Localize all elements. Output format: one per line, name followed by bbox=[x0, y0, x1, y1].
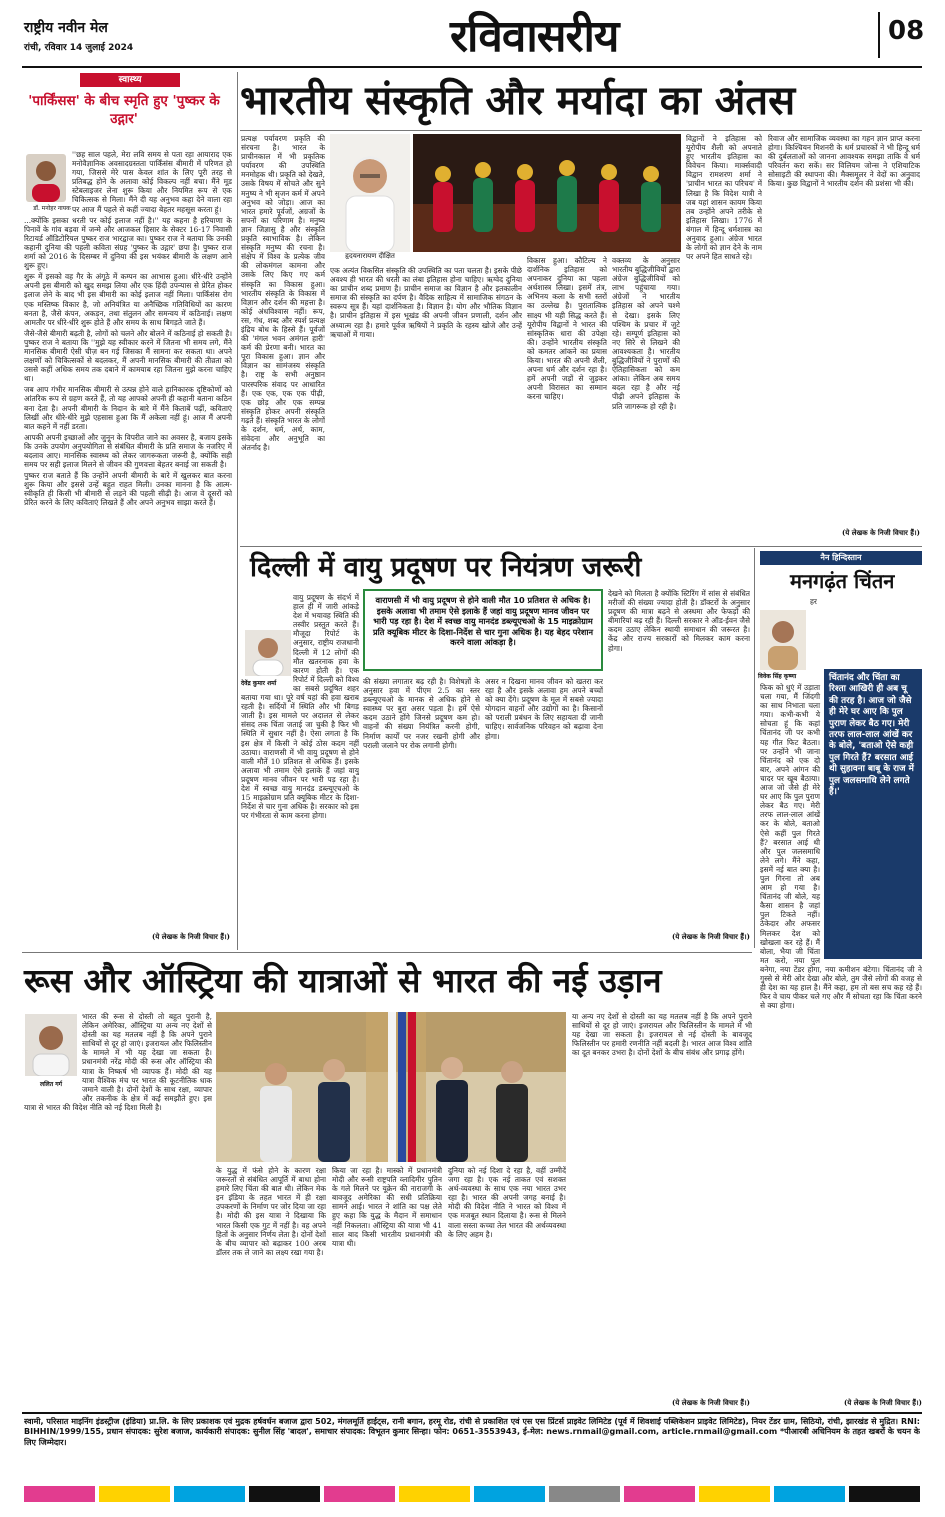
culture-dance-photo bbox=[413, 134, 681, 252]
column-tag bbox=[760, 551, 922, 565]
russia-footer: (ये लेखक के निजी विचार हैं।) bbox=[672, 1398, 750, 1407]
section-rule bbox=[240, 546, 922, 547]
russia-author-photo bbox=[25, 1014, 77, 1076]
culture-footer: (ये लेखक के निजी विचार हैं।) bbox=[842, 528, 920, 537]
health-paragraph: ''छह साल पहले, मेरा लवि समय से पता रहा आयाराद एक मनोवैज्ञानिक अवसादग्रस्तता पार्किंसंस बीमारी में परिणत हो गया, जिससे मेरे पास केवल शांत के लिए पूरी तरह से प्रतिबद्ध होने के अलावा कोई विकल्प नहीं बचा। मैंने मूड स्टेबलाइजर लेना शुरू किया और नियमित रूप से एक चिकित्सक से मिला। मैंने दी यह अनुभव कहा देने वाला रहा पर आज मैं पहले से कहीं ज्यादा बेहतर महसूस करता हूं। bbox=[72, 150, 232, 214]
color-swatch bbox=[99, 1486, 170, 1502]
color-swatch bbox=[174, 1486, 245, 1502]
column-pullquote bbox=[824, 669, 922, 959]
russia-body-c: किया जा रहा है। मास्को में प्रधानमंत्री मोदी और रूसी राष्ट्रपति व्लादिमीर पुतिन के गले मिलने पर यूक्रेन की नाराजगी के बावजूद अमेरिका की सधी प्रतिक्रिया सामने आई। भारत ने शांति का पक्ष लेते हुए कहा कि युद्ध के मैदान में समाधान नहीं निकलता। ऑस्ट्रिया की यात्रा भी 41 साल बाद किसी भारतीय प्रधानमंत्री की यात्रा थी। bbox=[332, 1166, 442, 1248]
health-category-label: स्वास्थ्य bbox=[118, 75, 142, 85]
russia-body-b: के युद्ध में फंसे होने के कारण रक्षा जरूरतों से संबंधित आपूर्ति में बाधा होना हमारे लिए चिंता की बात थी। लेकिन मेक इन इंडिया के तहत भारत में ही रक्षा उपकरणों के निर्माण पर जोर दिया जा रहा है। मोदी की इस यात्रा ने दिखाया कि भारत किसी एक गुट में नहीं है। वह अपने हितों के अनुसार निर्णय लेता है। दोनों देशों के बीच व्यापार को बढ़ाकर 100 अरब डॉलर तक ले जाने का लक्ष्य रखा गया है। bbox=[216, 1166, 326, 1257]
color-swatch bbox=[699, 1486, 770, 1502]
page-number: 08 bbox=[888, 16, 925, 46]
pollution-author: देवेंद्र कुमार शर्मा bbox=[241, 680, 277, 687]
health-footer: (ये लेखक के निजी विचार हैं।) bbox=[152, 932, 230, 941]
column-body bbox=[760, 597, 922, 1297]
section-rule bbox=[22, 952, 752, 953]
color-registration-bar bbox=[24, 1486, 920, 1502]
pollution-pullquote bbox=[363, 589, 603, 671]
column-paragraph: हर फिक को धुएं में उड़ाता चला गया, मैं जिंदगी का साथ निभाता चला गया। कभी-कभी ये सोचता हूं कि कहां चिंतानंद जी पर कभी यह गीत फिट बैठता। पर उन्होंने भी जाना चिंतानंद को एक दो बार, अपने आंगन की चादर पर खूब बैठाया। आज जो जैसे ही मेरे घर आए कि पुल पुराण लेकर बैठ गए। मेरी तरफ लाल-लाल आंखें कर के बोले, बताओ ऐसे कहीं पुल गिरते हैं? बरसात आई थी और पुल जलसमाधि लेने लगे। मैंने कहा, इसमें नई बात क्या है। पुल गिरना तो अब आम हो गया है। चिंतानंद जी बोले, यह कैसा शासन है जहां पुल टिकते नहीं। ठेकेदार और अफसर मिलकर देश को खोखला कर रहे हैं। मैं बोला, भैया जी चिंता मत करो, नया पुल बनेगा, नया टेंडर होगा, नया कमीशन बंटेगा। चिंतानंद जी ने गुस्से से मेरी ओर देखा और बोले, तुम जैसे लोगों की वजह से ही देश का यह हाल है। मैंने कहा, हम तो बस सच कह रहे हैं। फिर वे चाय पीकर चले गए और मैं सोचता रहा कि चिंता करने से क्या होगा। bbox=[760, 597, 922, 1011]
health-paragraph: जब आप गंभीर मानसिक बीमारी से उत्पन्न होने वाले हानिकारक दृष्टिकोणों को आंतरिक रूप से ग्रहण करते हैं, तो यह आपको अपनी ही कहानी बताना कठिन बना देता है। अपनी बीमारी के निदान के बारे में मैंने किताबें पढ़ीं, कविताएं लिखीं और धीरे-धीरे मुझे एहसास हुआ कि मैं अकेला नहीं हूं। आज मैं अपनी बात कहने में नहीं डरता। bbox=[24, 385, 232, 431]
culture-author-photo bbox=[330, 134, 410, 252]
column-footer: (ये लेखक के निजी विचार हैं।) bbox=[844, 1398, 922, 1407]
color-swatch bbox=[474, 1486, 545, 1502]
pollution-body-d: असर न दिखना मानव जीवन को खतरा कर रहा है और इसके अलावा हम अपने बच्चों को क्या देंगे। प्रदूषण के मूल में सबसे ज्यादा योगदान वाहनों और उद्योगों का है। किसानों को पराली प्रबंधन के लिए सहायता दी जानी चाहिए। सार्वजनिक परिवहन को बढ़ावा देना होगा। bbox=[485, 677, 603, 741]
pollution-body-e: देखने को मिलता है क्योंकि स्टिरिंग में सांस से संबंधित मरीजों की संख्या ज्यादा होती है। डॉक्टरों के अनुसार प्रदूषण की मात्रा बढ़ने से अस्थमा और फेफड़ों की बीमारियां बढ़ रही हैं। दिल्ली सरकार ने ऑड-ईवन जैसे कदम उठाए लेकिन स्थायी समाधान की जरूरत है। केंद्र और राज्य सरकारों को मिलकर काम करना होगा। bbox=[608, 589, 750, 653]
pollution-body-a bbox=[241, 593, 359, 943]
culture-body-right: विकास हुआ। कौटिल्य ने दार्शनिक इतिहास को अपनाकर दुनिया का पहला अर्थशास्त्र लिखा। इसमें तंत्र, अभिनय कला के सभी स्तरों का उल्लेख है। पुरातात्विक साक्ष्य भी यही सिद्ध करते हैं। यूरोपीय विद्वानों ने भारत की सांस्कृतिक धारा की उपेक्षा की। उन्होंने भारतीय संस्कृति को कमतर आंकने का प्रयास किया। भारत की अपनी शैली, अपना धर्म और दर्शन रहा है। हमें अपनी जड़ों से जुड़कर अपनी विरासत का सम्मान करना चाहिए। bbox=[527, 256, 607, 402]
color-swatch bbox=[624, 1486, 695, 1502]
pollution-pullquote-text: वाराणसी में भी वायु प्रदूषण से होने वाली मौत 10 प्रतिशत से अधिक है। इसके अलावा भी तमाम ऐसे इलाके हैं जहां वायु प्रदूषण मानव जीवन पर भारी पड़ रहा है। देश में स्वच्छ वायु मानदंड डब्ल्यूएचओ के 15 माइक्रोग्राम प्रति क्यूबिक मीटर के दिशा-निर्देश से चार गुना अधिक है। यह बेहद परेशान करने वाला आंकड़ा है। bbox=[372, 595, 594, 648]
culture-body-mid: एक अत्यंत विकसित संस्कृति की उपस्थिति का पता चलता है। इसके पीछे अवश्य ही भारत की धरती का लंबा इतिहास होना चाहिए। ऋग्वेद दुनिया का प्राचीन शब्द प्रमाण है। प्राचीन समाज का विज्ञान है और इतकालीन समाज की संस्कृति का दर्पण है। वैदिक साहित्य में सामाजिक संगठन के स्वरूप सूत्र हैं। यहां दार्शनिकता है। विज्ञान है। योग और भौतिक विज्ञान है। प्राचीन इतिहास में इस भूखंड की अपनी जीवन प्रणाली, दर्शन और अध्यात्म रहा है। हमारे पूर्वज ऋषियों ने प्रकृति के रहस्य खोजे और उन्हें ऋचाओं में गाया। bbox=[330, 266, 522, 339]
pollution-headline: दिल्ली में वायु प्रदूषण पर नियंत्रण जरूरी bbox=[250, 552, 642, 583]
masthead bbox=[0, 0, 945, 66]
imprint-text: स्वामी, परिसात माइनिंग इंडस्ट्रीज (इंडिया) प्रा.लि. के लिए प्रकाशक एवं मुद्रक हर्षवर्धन बजाज द्वारा 502, मंगलमूर्ति हाईट्स, रानी बगान, हरमू रोड, रांची से प्रकाशित एवं एस एस प्रिंटर्स प्राइवेट लिमिटेड (पूर्व में शिवशाई पब्लिकेशन प्राइवेट लिमिटेड), नियर टेंडर ग्राम, सिठियो, रांची, झारखंड से मुद्रित। RNI: BIHHIN/1999/155, प्रधान संपादक: सुरेश बजाज, कार्यकारी संपादक: सुनील सिंह 'बादल', समाचार संपादक: विभूतन कुमार सिन्हा। फोन: 0651-3553943, ई-मेल: news.rnmail@gmail.com, article.rnmail@gmail.com *पीआरबी अधिनियम के तहत खबरों के चयन के लिए जिम्मेदार। bbox=[24, 1417, 920, 1447]
column-tag-label: नैन हिन्दिस्तान bbox=[820, 553, 862, 562]
imprint-rule bbox=[22, 1412, 922, 1414]
culture-body-left: प्रत्यक्ष पर्यावरण प्रकृति की संरचना है। भारत के प्राचीनकाल में भी प्रकृतिक पर्यावरण की उपस्थिति मनमोहक थी। प्रकृति को देखते, उसके विषय में सोचते और सुने मनुष्य ने भी सृजन कर्म में अपने अनुभव को जोड़ा। आज का भारत हमारे पूर्वजों, अग्रजों के सपनों का परिणाम है। मनुष्य ज्ञान जिज्ञासु है और संस्कृति प्रकृति स्वाभाविक है। लेकिन संस्कृति मनुष्य की रचना है। संक्षेप में विश्व के प्रत्येक जीव की लोकमंगल कामना और उसके लिए किए गए कर्म संस्कृति का विकास हुआ। भारतीय संस्कृति के विकास में विज्ञान और दर्शन की महत्ता है। कोई अंधविश्वास नहीं। रूप, रस, गंध, शब्द और स्पर्श प्रत्यक्ष इंद्रिय बोध के हिस्से हैं। पूर्वजों की 'मंगल भवन अमंगल हारी' कर्म की प्रेरणा बनी। भारत का पूरा विकास हुआ। ज्ञान और विज्ञान का सामंजस्य संस्कृति है। राष्ट्र के सभी अनुष्ठान पारस्परिक संवाद पर आधारित हैं। एक एक, एक एक पीढ़ी, एक छोड़ और एक सम्पन्न संस्कृति होकर अपनी संस्कृति गढ़ते हैं। संस्कृति भारत के लोगों के दर्शन, धर्म, अर्थ, काम, संवेदना और अनुभूति का अंतर्नाद है। bbox=[241, 134, 325, 453]
russia-author: ललित गर्ग bbox=[40, 1081, 62, 1088]
paper-name: राष्ट्रीय नवीन मेल bbox=[24, 20, 108, 36]
column-author: विवेक सिंह कृष्णा bbox=[758, 673, 797, 680]
culture-headline-rule bbox=[240, 130, 922, 131]
color-swatch bbox=[324, 1486, 395, 1502]
health-author: डॉ. मनोहर नायक bbox=[33, 205, 71, 212]
column-headline: मनगढ़ंत चिंतन bbox=[790, 569, 895, 593]
color-swatch bbox=[849, 1486, 920, 1502]
health-headline: 'पार्किंसस' के बीच स्मृति हुए 'पुष्कर के उद्गार' bbox=[28, 93, 220, 127]
page-number-divider bbox=[878, 12, 880, 58]
health-paragraph: शुरू में इसको वह गैर के अंगूठे में कम्पन का आभास हुआ। धीरे-धीरे उन्होंने अपनी इस बीमारी को खुद समझ लिया और एक हिंदी उपन्यास से प्रेरित होकर इलाज लेने के बाद भी इस बीमारी का कोई इलाज नहीं मिला। पार्किंसंस रोग एक मस्तिष्क विकार है, जो अनियंत्रित या अनैच्छिक गतिविधियों का कारण बनता है, जैसे कंपन, अकड़न, तथा संतुलन और समन्वय में कठिनाई। लक्षण आमतौर पर धीरे-धीरे शुरू होते हैं और समय के साथ बिगड़ते जाते हैं। bbox=[24, 272, 232, 327]
column-pullquote-text: चिंतानंद और चिंता का रिश्ता आखिरी ही अब चू की तरह है। आज जो जैसे ही मेरे घर आए कि पुल पुराण लेकर बैठ गए। मेरी तरफ लाल-लाल आंखें कर के बोले, 'बताओ ऐसे कही पुल गिरते हैं? बरसात आई थी सुहावना बाबू के राज में पुल जलसमाधि लेने लगते हैं।' bbox=[829, 673, 914, 798]
culture-photo-caption: हृदयनारायण दीक्षित bbox=[345, 252, 395, 260]
russia-body-e: या अन्य नए देशों से दोस्ती का यह मतलब नहीं है कि अपने पुराने साथियों से दूर हो जाएं। इजरायल और फिलिस्तीन के मामले में भी यह देखा जा सकता है। इजरायल से नई दोस्ती के बावजूद फिलिस्तीन पर हमारी रणनीति नहीं बदली है। भारत आज विश्व शांति का दूत बनकर उभरा है। दोनों देशों के बीच संबंध और प्रगाढ़ होंगे। bbox=[572, 1012, 752, 1058]
health-paragraph: आपकी अपनी इच्छाओं और जुनून के विपरीत जाने का अवसर है, बजाय इसके कि उनके उपयोग अनुपयोगिता से संबंधित बीमारी के प्रति समाज के नजरिए में बदलाव आए। मानसिक स्वास्थ्य को लेकर जागरूकता जरूरी है, क्योंकि सही समय पर सही इलाज मिलने से जीवन की गुणवत्ता बेहतर बनाई जा सकती है। bbox=[24, 432, 232, 470]
culture-headline: भारतीय संस्कृति और मर्यादा का अंतस bbox=[240, 78, 796, 124]
color-swatch bbox=[249, 1486, 320, 1502]
color-swatch bbox=[24, 1486, 95, 1502]
column-rule bbox=[237, 72, 238, 950]
dateline: रांची, रविवार 14 जुलाई 2024 bbox=[24, 43, 134, 53]
culture-body-far: वक्तव्य के अनुसार भारतीय बुद्धिजीवियों द्वारा अंग्रेज बुद्धिजीवियों को लाभ पहुंचाया गया। अंग्रेजों ने भारतीय इतिहास को अपने चश्मे से देखा। इसके लिए पश्चिम के प्रचार में जुटे रहे। सम्पूर्ण इतिहास को नए सिरे से लिखने की आवश्यकता है। भारतीय बुद्धिजीवियों ने पुराणों की ऐतिहासिकता को कम आंका। लेकिन अब समय बदल रहा है और नई पीढ़ी अपने इतिहास के प्रति जागरूक हो रही है। bbox=[612, 256, 680, 411]
section-title: रविवासरीय bbox=[450, 11, 619, 62]
russia-paragraph: भारत की रूस से दोस्ती तो बहुत पुरानी है, लेकिन अमेरिका, ऑस्ट्रिया या अन्य नए देशों से दोस्ती का यह मतलब नहीं है कि अपने पुराने साथियों से दूर हो जाएं। इजरायल और फिलिस्तीन के मामले में भी यह देखा जा सकता है। प्रधानमंत्री नरेंद्र मोदी की रूस और ऑस्ट्रिया की यात्रा के निष्कर्ष भी व्यापक हैं। मोदी की यह यात्रा वैश्विक मंच पर भारत की कूटनीतिक धाक जमाने वाली है। दोनों देशों के साथ रक्षा, व्यापार और तकनीक के क्षेत्र में कई समझौते हुए। इस यात्रा से भारत की विदेश नीति को नई दिशा मिली है। bbox=[24, 1012, 212, 1112]
imprint bbox=[24, 1417, 920, 1469]
pollution-paragraph: वायु प्रदूषण के संदर्भ में हाल ही में जारी आंकड़े देश में भयावह स्थिति की तस्वीर प्रस्तुत करते हैं। मौजूदा रिपोर्ट के अनुसार, राष्ट्रीय राजधानी दिल्ली में 12 लोगों की मौत खतरनाक हवा के कारण होती है। एक रिपोर्ट में दिल्ली को विश्व का सबसे प्रदूषित शहर बताया गया था। पूरे वर्ष यहां की हवा खराब रहती है। सर्दियों में स्थिति और भी बिगड़ जाती है। इस मामले पर अदालत से लेकर संसद तक चिंता जताई जा चुकी है फिर भी स्थिति में सुधार नहीं है। bbox=[241, 593, 359, 739]
pollution-footer: (ये लेखक के निजी विचार हैं।) bbox=[672, 932, 750, 941]
color-swatch bbox=[774, 1486, 845, 1502]
color-swatch bbox=[399, 1486, 470, 1502]
culture-body-far3: रिवाज और सामाजिक व्यवस्था का गहन ज्ञान प्राप्त करना होगा। किश्चियन मिशनरी के धर्म प्रचारकों ने भी हिन्दू धर्म की दुर्बलताओं को जानना आवश्यक समझा ताकि वे धर्म परिवर्तन करा सकें। सर विलियम जोन्स ने एशियाटिक सोसाइटी की स्थापना की। मैक्समूलर ने वेदों का अनुवाद किया। कुछ विद्वानों ने भारतीय दर्शन की प्रशंसा भी की। bbox=[768, 134, 920, 189]
russia-summit-photo bbox=[216, 1012, 566, 1162]
pollution-body-c: की संख्या लगातार बढ़ रही है। विशेषज्ञों के अनुसार हवा में पीएम 2.5 का स्तर डब्ल्यूएचओ के मानक से अधिक होने से स्वास्थ्य पर बुरा असर पड़ता है। हमें ऐसे कदम उठाने होंगे जिनसे प्रदूषण कम हो। वाहनों की संख्या नियंत्रित करनी होगी, निर्माण कार्यों पर नजर रखनी होगी और पराली जलाने पर रोक लगानी होगी। bbox=[363, 677, 480, 750]
health-paragraph: पुष्कर राज बताते हैं कि उन्होंने अपनी बीमारी के बारे में खुलकर बात करना शुरू किया और इससे उन्हें बहुत राहत मिली। उनका मानना है कि आत्म-स्वीकृति ही किसी भी बीमारी से लड़ने की पहली सीढ़ी है। आज वे दूसरों को प्रेरित करने के लिए कविताएं लिखते हैं और अपने अनुभव साझा करते हैं। bbox=[24, 471, 232, 508]
russia-headline: रूस और ऑस्ट्रिया की यात्राओं से भारत की नई उड़ान bbox=[24, 961, 662, 1000]
column-rule bbox=[754, 548, 755, 948]
color-swatch bbox=[549, 1486, 620, 1502]
culture-body-far2: विद्वानों ने इतिहास को यूरोपीय शैली को अपनाते हुए भारतीय इतिहास का विवेचन किया। मार्क्सवादी विद्वान रामशरण शर्मा ने 'प्राचीन भारत का परिचय' में लिखा है कि विदेश यात्री ने जब यहां शासन कायम किया तब उन्होंने अपने तरीके से इतिहास लिखा। 1776 में बंगाल में हिन्दू धर्मशास्त्र का अनुवाद हुआ। अंग्रेज भारत के लोगों को ज्ञान देने के नाम पर अपने हित साधते रहे। bbox=[686, 134, 762, 262]
health-paragraph: जैसे-जैसे बीमारी बढ़ती है, लोगों को चलने और बोलने में कठिनाई हो सकती है। पुष्कर राज ने बताया कि ''मुझे यह स्वीकार करने में जितना भी समय लगे, मैंने मानसिक बीमारी ऐसी चीज़ बन गई जिसका मैं सामना कर सकता था। अपने लक्षणों को चिकित्सकों से बदलकर, मैं अपनी मानसिक बीमारी की तीव्रता को उससे कहीं अधिक समय तक दबाने में कामयाब रहा जितना मुझे करना चाहिए था। bbox=[24, 328, 232, 384]
russia-body-d: दुनिया को नई दिशा दे रहा है, वहीं उम्मीदें जगा रहा है। एक नई ताकत एवं सशक्त अर्थ-व्यवस्था के साथ एक नया भारत उभर रहा है। भारत की अपनी जगह बनाई है। मोदी की विदेश नीति ने भारत को विश्व में एक मजबूत स्थान दिलाया है। रूस से मिलने वाला सस्ता कच्चा तेल भारत की अर्थव्यवस्था के लिए अहम है। bbox=[448, 1166, 566, 1239]
health-category-tag bbox=[80, 73, 180, 87]
health-paragraph: ...क्योंकि इसका धरती पर कोई इलाज नहीं है।'' यह कहना है हरियाणा के पिनावें के गांव बड़वा में जन्मे और आजकल हिसार के सेक्टर 16-17 निवासी रिटायर्ड ऑडिटोरियल पुष्कर राज भारद्वाज का। पुष्कर राज ने बताया कि उनकी कहानी दुनिया की पहली कविता संग्रह 'पुष्कर के उद्गार' छपा है। पुष्कर राज शर्मा को 2016 के दिसम्बर में दुनिया की इस भयंकर बीमारी के लक्षण आने शुरू हुए। bbox=[24, 215, 232, 271]
pollution-paragraph: ऐसा लगता है कि इस क्षेत्र में किसी ने कोई ठोस कदम नहीं उठाया। वाराणसी में भी वायु प्रदूषण से होने वाली मौतें 10 प्रतिशत से अधिक हैं। इसके अलावा भी तमाम ऐसे इलाके हैं जहां वायु प्रदूषण मानव जीवन पर भारी पड़ रहा है। देश में स्वच्छ वायु मानदंड डब्ल्यूएचओ के 15 माइक्रोग्राम प्रति क्यूबिक मीटर के दिशा-निर्देश से चार गुना अधिक है। सरकार को इस पर गंभीरता से काम करना होगा। bbox=[241, 729, 359, 821]
health-body bbox=[24, 150, 232, 918]
masthead-rule bbox=[22, 66, 922, 68]
